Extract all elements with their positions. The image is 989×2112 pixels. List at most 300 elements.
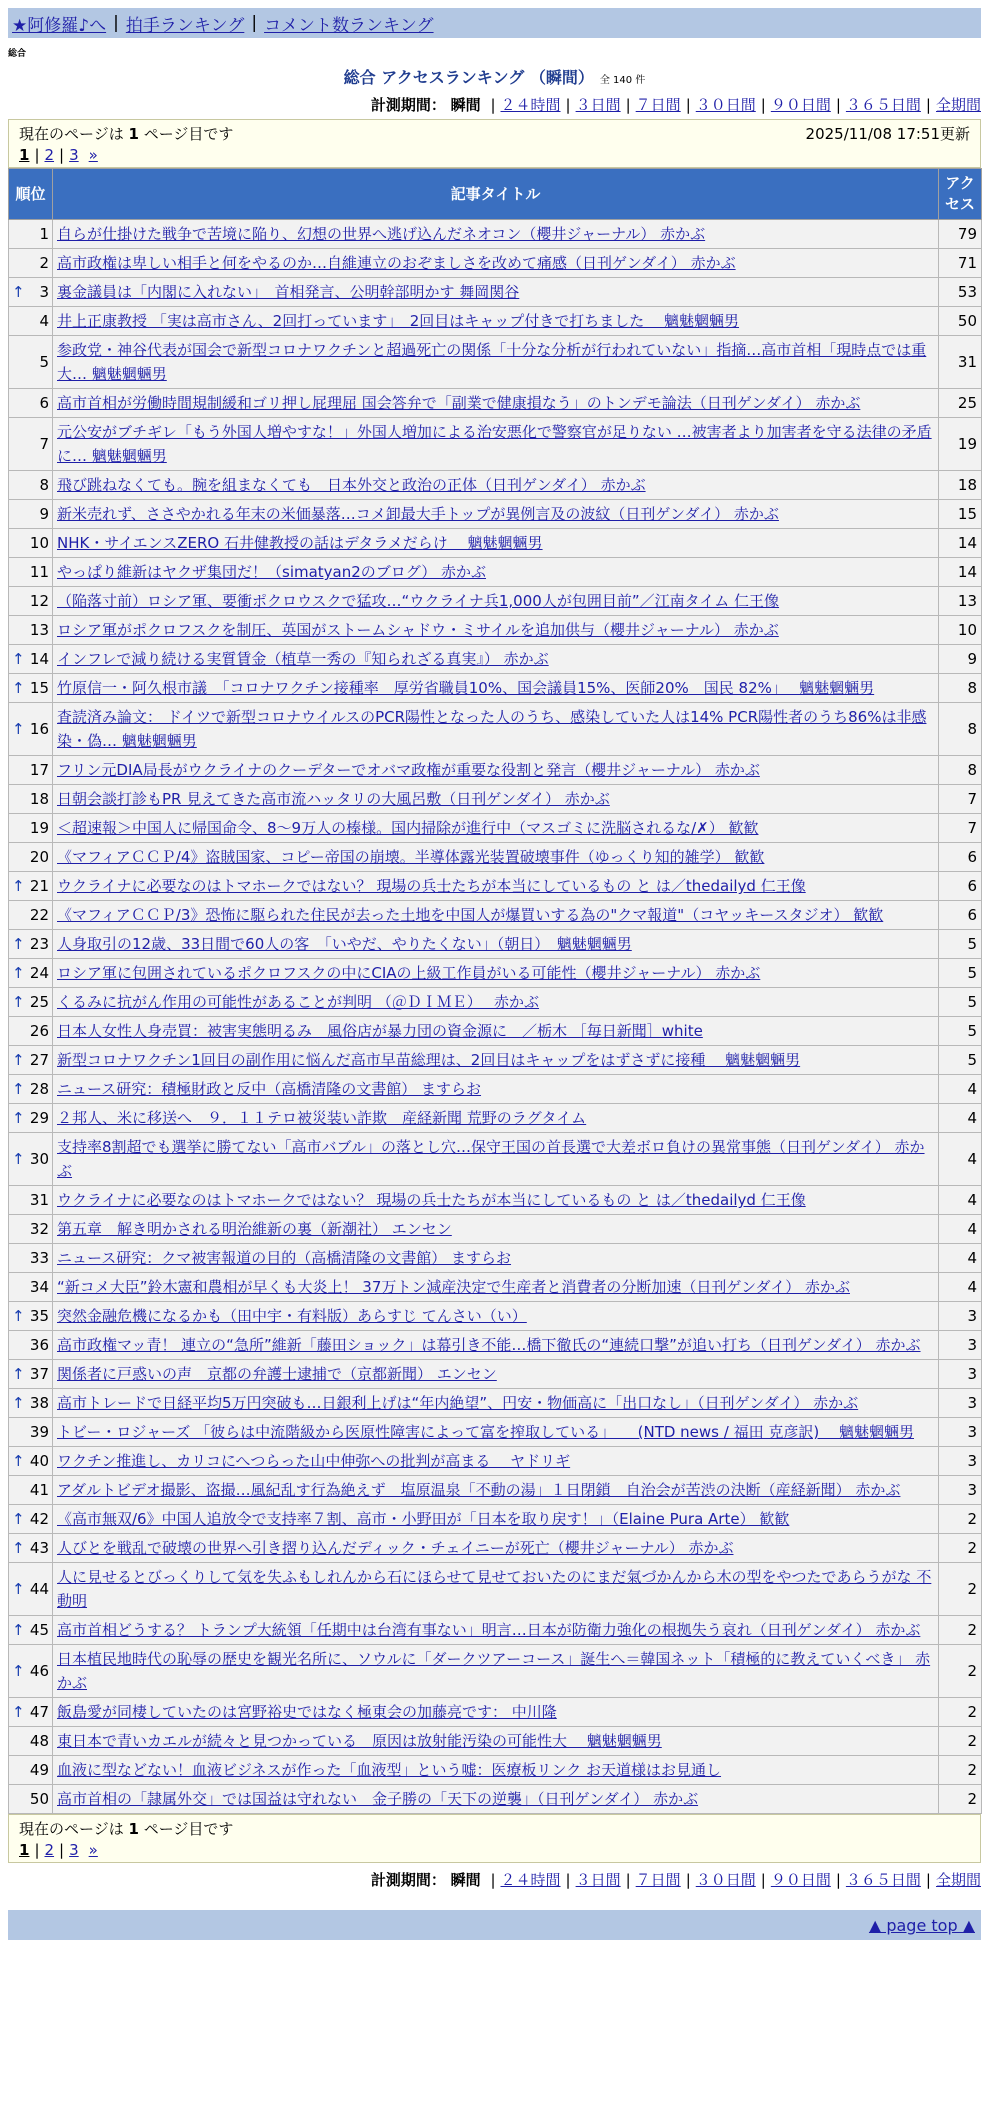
rank-number: 26 [29, 1022, 49, 1040]
period-separator: | [925, 96, 931, 114]
access-count: 8 [939, 674, 982, 703]
rank-cell [9, 1017, 53, 1046]
title-cell [53, 1698, 939, 1727]
period-separator: | [685, 96, 691, 114]
period-separator: | [565, 96, 571, 114]
period-separator: | [760, 96, 766, 114]
rank-cell [9, 1476, 53, 1505]
rank-cell [9, 1563, 53, 1616]
updated-timestamp: 2025/11/08 17:51更新 [805, 125, 970, 143]
page-link-3[interactable]: 3 [69, 146, 79, 164]
rank-cell [9, 703, 53, 756]
rank-cell [9, 988, 53, 1017]
table-row [9, 703, 982, 756]
rank-number: 18 [29, 790, 49, 808]
title-cell [53, 843, 939, 872]
nav-separator: | [113, 13, 119, 33]
article-link[interactable]: 《マフィアＣＣＰ/3》恐怖に駆られた住民が去った土地を中国人が爆買いする為の"クマ報道"（コヤッキースタジオ） 歓歓 [57, 906, 884, 924]
title-column-header: 記事タイトル [53, 169, 939, 220]
table-row [9, 1645, 982, 1698]
rank-up-arrow-icon: ↑ [12, 1109, 25, 1127]
top-nav-bar [8, 8, 981, 38]
bottom-bar [8, 1910, 981, 1940]
rank-number: 37 [29, 1365, 49, 1383]
rank-number: 46 [29, 1662, 49, 1680]
title-cell [53, 959, 939, 988]
rank-number: 42 [29, 1510, 49, 1528]
title-cell [53, 756, 939, 785]
rank-cell [9, 1244, 53, 1273]
rank-number: 27 [29, 1051, 49, 1069]
access-count: 50 [939, 307, 982, 336]
rank-number: 24 [29, 964, 49, 982]
rank-cell [9, 1447, 53, 1476]
title-cell [53, 1505, 939, 1534]
period-link[interactable]: ３日間 [575, 1871, 621, 1889]
rank-cell [9, 1133, 53, 1186]
rank-number: 35 [29, 1307, 49, 1325]
article-link[interactable]: 《高市無双/6》中国人追放令で支持率７割、高市・小野田が「日本を取り戻す！」（Elaine Pura Arte） 歓歓 [57, 1510, 790, 1528]
rank-cell [9, 389, 53, 418]
rank-cell [9, 1104, 53, 1133]
table-row [9, 1075, 982, 1104]
article-link[interactable]: 東日本で青いカエルが続々と見つかっている 原因は放射能汚染の可能性大 魑魅魍魎男 [57, 1732, 662, 1750]
title-cell [53, 1534, 939, 1563]
article-link[interactable]: 裏金議員は「内閣に入れない」 首相発言、公明幹部明かす 舞岡関谷 [57, 283, 520, 301]
access-count: 3 [939, 1389, 982, 1418]
table-row [9, 587, 982, 616]
rank-number: 32 [29, 1220, 49, 1238]
period-link[interactable]: ３日間 [575, 96, 621, 114]
access-count: 2 [939, 1698, 982, 1727]
title-cell [53, 1727, 939, 1756]
rank-cell [9, 1785, 53, 1814]
period-link[interactable]: ３０日間 [695, 1871, 756, 1889]
table-row [9, 1331, 982, 1360]
access-count: 18 [939, 471, 982, 500]
table-row [9, 1389, 982, 1418]
table-row [9, 418, 982, 471]
table-row [9, 959, 982, 988]
rank-cell [9, 1418, 53, 1447]
access-count: 8 [939, 756, 982, 785]
table-row [9, 249, 982, 278]
period-separator: | [925, 1871, 931, 1889]
access-count: 2 [939, 1563, 982, 1616]
article-link[interactable]: 高市首相の「隷属外交」では国益は守れない 金子勝の「天下の逆襲」（日刊ゲンダイ） 赤かぶ [57, 1790, 699, 1808]
access-count: 14 [939, 558, 982, 587]
rank-up-arrow-icon: ↑ [12, 1580, 25, 1598]
article-link[interactable]: 高市政権は卑しい相手と何をやるのか…自維連立のおぞましさを改めて痛感（日刊ゲンダイ） 赤かぶ [57, 254, 736, 272]
table-row [9, 930, 982, 959]
table-row [9, 1505, 982, 1534]
article-link[interactable]: 関係者に戸惑いの声 京都の弁護士逮捕で（京都新聞） エンセン [57, 1365, 497, 1383]
access-count: 4 [939, 1215, 982, 1244]
title-cell [53, 1273, 939, 1302]
next-page-link[interactable]: » [88, 146, 98, 164]
page-link-3[interactable]: 3 [69, 1841, 79, 1859]
period-current: 瞬間 [450, 96, 481, 114]
access-count: 79 [939, 220, 982, 249]
rank-number: 39 [29, 1423, 49, 1441]
rank-up-arrow-icon: ↑ [12, 1703, 25, 1721]
period-selector-top [8, 94, 981, 115]
rank-number: 2 [39, 254, 49, 272]
rank-number: 7 [39, 435, 49, 453]
table-row [9, 1447, 982, 1476]
period-link[interactable]: ９０日間 [770, 1871, 831, 1889]
table-row [9, 1418, 982, 1447]
title-cell [53, 1133, 939, 1186]
access-count: 4 [939, 1104, 982, 1133]
title-cell [53, 1017, 939, 1046]
table-row [9, 1017, 982, 1046]
rank-number: 40 [29, 1452, 49, 1470]
page-info-bottom [8, 1814, 981, 1863]
title-cell [53, 1785, 939, 1814]
article-link[interactable]: 第五章 解き明かされる明治維新の裏（新潮社） エンセン [57, 1220, 452, 1238]
rank-cell [9, 1645, 53, 1698]
article-link[interactable]: 人に見せるとびっくりして気を失ふもしれんから石にほらせて見せておいたのにまだ氣づかんから木の型をやつたであらうがな 不動明 [57, 1568, 932, 1610]
rank-cell [9, 1616, 53, 1645]
access-count: 3 [939, 1331, 982, 1360]
rank-up-arrow-icon: ↑ [12, 283, 25, 301]
access-count: 15 [939, 500, 982, 529]
access-count: 2 [939, 1727, 982, 1756]
rank-cell [9, 785, 53, 814]
rank-number: 1 [39, 225, 49, 243]
period-separator: | [760, 1871, 766, 1889]
rank-cell [9, 1215, 53, 1244]
rank-up-arrow-icon: ↑ [12, 650, 25, 668]
title-cell [53, 1302, 939, 1331]
article-link[interactable]: 支持率8割超でも選挙に勝てない「高市バブル」の落とし穴…保守王国の首長選で大差ボロ負けの異常事態（日刊ゲンダイ） 赤かぶ [57, 1138, 925, 1180]
rank-cell [9, 1698, 53, 1727]
period-link[interactable]: ３０日間 [695, 96, 756, 114]
rank-number: 30 [29, 1150, 49, 1168]
title-cell [53, 1104, 939, 1133]
article-link[interactable]: 突然金融危機になるかも（田中宇・有料版）あらすじ てんさい（い） [57, 1307, 527, 1325]
rank-cell [9, 1727, 53, 1756]
article-link[interactable]: ワクチン推進し、カリコにへつらった山中伸弥への批判が高まる ヤドリギ [57, 1452, 571, 1470]
page-link-2[interactable]: 2 [44, 1841, 55, 1859]
period-label: 計測期間： [370, 96, 446, 114]
table-row [9, 220, 982, 249]
rank-up-arrow-icon: ↑ [12, 679, 25, 697]
article-link[interactable]: ＜超速報＞中国人に帰国命令、8〜9万人の榛様。国内掃除が進行中（マスゴミに洗脳されるな/✗） 歓歓 [57, 819, 759, 837]
article-link[interactable]: 血液に型などない！血液ビジネスが作った「血液型」という嘘：医療板リンク お天道様はお見通し [57, 1761, 722, 1779]
article-link[interactable]: 竹原信一・阿久根市議 「コロナワクチン接種率 厚労省職員10%、国会議員15%、医師20% 国民 82%」 魑魅魍魎男 [57, 679, 875, 697]
article-link[interactable]: 井上正康教授 「実は高市さん、2回打っています」 2回目はキャップ付きで打ちました 魑魅魍魎男 [57, 312, 740, 330]
period-separator: | [490, 1871, 496, 1889]
table-row [9, 558, 982, 587]
table-row [9, 785, 982, 814]
rank-number: 41 [29, 1481, 49, 1499]
rank-up-arrow-icon: ↑ [12, 1080, 25, 1098]
home-link[interactable]: ★阿修羅♪へ [12, 15, 107, 36]
rank-cell [9, 220, 53, 249]
article-link[interactable]: 日朝会談打診もPR 見えてきた高市流ハッタリの大風呂敷（日刊ゲンダイ） 赤かぶ [57, 790, 610, 808]
rank-up-arrow-icon: ↑ [12, 1051, 25, 1069]
rank-number: 44 [29, 1580, 49, 1598]
rank-cell [9, 1389, 53, 1418]
rank-up-arrow-icon: ↑ [12, 1621, 25, 1639]
title-cell [53, 500, 939, 529]
table-row [9, 1698, 982, 1727]
nav-separator: | [251, 13, 258, 33]
article-link[interactable]: 高市首相どうする？ トランプ大統領「任期中は台湾有事ない」明言…日本が防衛力強化の根拠失う哀れ（日刊ゲンダイ） 赤かぶ [57, 1621, 921, 1639]
article-link[interactable]: 高市政権マッ青！ 連立の“急所”維新「藤田ショック」は幕引き不能…橋下徹氏の“連続口撃”が追い打ち（日刊ゲンダイ） 赤かぶ [57, 1336, 921, 1354]
table-row [9, 1756, 982, 1785]
rank-number: 31 [29, 1191, 49, 1209]
rank-up-arrow-icon: ↑ [12, 1662, 25, 1680]
access-count: 10 [939, 616, 982, 645]
article-link[interactable]: 人びとを戦乱で破壊の世界へ引き摺り込んだディック・チェイニーが死亡（櫻井ジャーナル） 赤かぶ [57, 1539, 734, 1557]
article-link[interactable]: フリン元DIA局長がウクライナのクーデターでオバマ政権が重要な役割と発言（櫻井ジャーナル） 赤かぶ [57, 761, 760, 779]
rank-number: 34 [29, 1278, 49, 1296]
title-cell [53, 616, 939, 645]
page-link-2[interactable]: 2 [44, 146, 55, 164]
article-link[interactable]: ロシア軍に包囲されているポクロフスクの中にCIAの上級工作員がいる可能性（櫻井ジャーナル） 赤かぶ [57, 964, 761, 982]
table-row [9, 1616, 982, 1645]
access-count: 2 [939, 1505, 982, 1534]
period-separator: | [625, 96, 631, 114]
article-link[interactable]: ２邦人、米に移送へ ９．１１テロ被災装い詐欺 産経新聞 荒野のラグタイム [57, 1109, 587, 1127]
rank-cell [9, 336, 53, 389]
table-row [9, 872, 982, 901]
title-cell [53, 1418, 939, 1447]
access-count: 25 [939, 389, 982, 418]
title-cell [53, 1476, 939, 1505]
period-link[interactable]: ２４時間 [500, 96, 561, 114]
access-count: 5 [939, 988, 982, 1017]
table-row [9, 529, 982, 558]
rank-number: 6 [39, 394, 49, 412]
rank-cell [9, 1505, 53, 1534]
rank-cell [9, 1331, 53, 1360]
title-cell [53, 1046, 939, 1075]
article-link[interactable]: 日本人女性人身売買：被害実態明るみ 風俗店が暴力団の資金源に ／栃木 ［毎日新聞］white [57, 1022, 703, 1040]
article-link[interactable]: 日本植民地時代の恥辱の歴史を観光名所に、ソウルに「ダークツアーコース」誕生へ＝韓国ネット「積極的に教えていくべき」 赤かぶ [57, 1650, 931, 1692]
title-cell [53, 1616, 939, 1645]
table-row [9, 471, 982, 500]
table-row [9, 645, 982, 674]
rank-number: 19 [29, 819, 49, 837]
article-link[interactable]: インフレで減り続ける実質賃金（植草一秀の『知られざる真実』） 赤かぶ [57, 650, 549, 668]
rank-cell [9, 529, 53, 558]
table-row [9, 616, 982, 645]
access-count: 4 [939, 1186, 982, 1215]
period-link[interactable]: 全期間 [935, 96, 981, 114]
table-row [9, 756, 982, 785]
access-count: 2 [939, 1534, 982, 1563]
title-cell [53, 558, 939, 587]
rank-number: 20 [29, 848, 49, 866]
access-count: 13 [939, 587, 982, 616]
article-link[interactable]: やっぱり維新はヤクザ集団だ！（simatyan2のブログ） 赤かぶ [57, 563, 487, 581]
access-count: 53 [939, 278, 982, 307]
access-count: 4 [939, 1244, 982, 1273]
rank-cell [9, 1075, 53, 1104]
period-separator: | [625, 1871, 631, 1889]
title-cell [53, 1075, 939, 1104]
table-row [9, 843, 982, 872]
rank-number: 47 [29, 1703, 49, 1721]
article-link[interactable]: ニュース研究：積極財政と反中（高橋清隆の文書館） ますらお [57, 1080, 482, 1098]
article-link[interactable]: くるみに抗がん作用の可能性があることが判明 （＠ＤＩＭＥ） 赤かぶ [57, 993, 540, 1011]
article-link[interactable]: ウクライナに必要なのはトマホークではない？ 現場の兵士たちが本当にしているもの と は／thedailyd 仁王像 [57, 1191, 806, 1209]
rank-number: 22 [29, 906, 49, 924]
period-separator: | [835, 96, 841, 114]
title-cell [53, 1360, 939, 1389]
period-link[interactable]: ２４時間 [500, 1871, 561, 1889]
title-cell [53, 645, 939, 674]
access-count: 7 [939, 785, 982, 814]
rank-cell [9, 1046, 53, 1075]
rank-cell [9, 843, 53, 872]
access-count: 31 [939, 336, 982, 389]
table-row [9, 1244, 982, 1273]
period-separator: | [565, 1871, 571, 1889]
table-row [9, 674, 982, 703]
rank-number: 23 [29, 935, 49, 953]
article-link[interactable]: 新米売れず、ささやかれる年末の米価暴落…コメ卸最大手トップが異例言及の波紋（日刊ゲンダイ） 赤かぶ [57, 505, 779, 523]
rank-up-arrow-icon: ↑ [12, 1394, 25, 1412]
article-link[interactable]: 元公安がブチギレ「もう外国人増やすな！」外国人増加による治安悪化で警察官が足りない …被害者より加害者を守る法律の矛盾に… 魑魅魍魎男 [57, 423, 932, 465]
rank-cell [9, 756, 53, 785]
article-link[interactable]: アダルトビデオ撮影、盗撮…風紀乱す行為絶えず 塩原温泉「不動の湯」１日閉鎖 自治会が苦渋の決断（産経新聞） 赤かぶ [57, 1481, 901, 1499]
article-link[interactable]: 新型コロナワクチン1回目の副作用に悩んだ高市早苗総理は、2回目はキャップをはずさずに接種 魑魅魍魎男 [57, 1051, 801, 1069]
title-cell [53, 1186, 939, 1215]
next-page-link[interactable]: » [88, 1841, 98, 1859]
table-row [9, 988, 982, 1017]
applause-ranking-link[interactable]: 拍手ランキング [125, 15, 245, 36]
table-row [9, 1133, 982, 1186]
period-current: 瞬間 [450, 1871, 481, 1889]
table-row [9, 336, 982, 389]
article-link[interactable]: 参政党・神谷代表が国会で新型コロナワクチンと超過死亡の関係「十分な分析が行われていない」指摘…高市首相「現時点では重大… 魑魅魍魎男 [57, 341, 927, 383]
access-count: 6 [939, 872, 982, 901]
ranking-heading [0, 65, 989, 88]
access-count: 5 [939, 930, 982, 959]
page-current: 1 [19, 1841, 30, 1859]
article-link[interactable]: 《マフィアＣＣＰ/4》盗賊国家、コピー帝国の崩壊。半導体露光装置破壊事件（ゆっくり知的雑学） 歓歓 [57, 848, 765, 866]
access-count: 4 [939, 1273, 982, 1302]
table-row [9, 1104, 982, 1133]
rank-cell [9, 558, 53, 587]
title-cell [53, 703, 939, 756]
rank-up-arrow-icon: ↑ [12, 993, 25, 1011]
rank-cell [9, 249, 53, 278]
rank-cell [9, 500, 53, 529]
title-cell [53, 529, 939, 558]
access-count: 3 [939, 1418, 982, 1447]
access-count: 4 [939, 1075, 982, 1104]
period-label: 計測期間： [370, 1871, 446, 1889]
rank-up-arrow-icon: ↑ [12, 964, 25, 982]
access-count: 9 [939, 645, 982, 674]
article-link[interactable]: 飯島愛が同棲していたのは宮野裕史ではなく極東会の加藤亮です： 中川隆 [57, 1703, 557, 1721]
rank-number: 17 [29, 761, 49, 779]
pagination-bottom: 1 | 2 | 3 » [19, 1841, 98, 1859]
access-count: 3 [939, 1476, 982, 1505]
article-link[interactable]: 査読済み論文： ドイツで新型コロナウイルスのPCR陽性となった人のうち、感染していた人は14% PCR陽性者のうち86%は非感染・偽… 魑魅魍魎男 [57, 708, 927, 750]
table-row [9, 1476, 982, 1505]
rank-up-arrow-icon: ↑ [12, 1510, 25, 1528]
rank-number: 48 [29, 1732, 49, 1750]
title-cell [53, 1563, 939, 1616]
rank-cell [9, 930, 53, 959]
article-link[interactable]: 飛び跳ねなくても。腕を組まなくても 日本外交と政治の正体（日刊ゲンダイ） 赤かぶ [57, 476, 646, 494]
total-count: 全 140 件 [599, 75, 646, 86]
article-link[interactable]: 自らが仕掛けた戦争で苦境に陥り、幻想の世界へ逃げ込んだネオコン（櫻井ジャーナル） 赤かぶ [57, 225, 706, 243]
rank-number: 8 [39, 476, 49, 494]
page-current: 1 [19, 146, 30, 164]
access-count: 5 [939, 959, 982, 988]
table-row [9, 307, 982, 336]
period-link[interactable]: ３６５日間 [845, 1871, 921, 1889]
article-link[interactable]: 人身取引の12歳、33日間で60人の客 「いやだ、やりたくない」（朝日） 魑魅魍魎男 [57, 935, 632, 953]
rank-number: 50 [29, 1790, 49, 1808]
table-row [9, 1273, 982, 1302]
title-cell [53, 872, 939, 901]
access-count: 2 [939, 1616, 982, 1645]
rank-number: 5 [39, 353, 49, 371]
table-row [9, 1727, 982, 1756]
rank-up-arrow-icon: ↑ [12, 935, 25, 953]
access-count: 7 [939, 814, 982, 843]
article-link[interactable]: NHK・サイエンスZERO 石井健教授の話はデタラメだらけ 魑魅魍魎男 [57, 534, 543, 552]
title-cell [53, 249, 939, 278]
rank-number: 28 [29, 1080, 49, 1098]
article-link[interactable]: （陥落寸前）ロシア軍、要衝ポクロウスクで猛攻…“ウクライナ兵1,000人が包囲目前”／江南タイム 仁王像 [57, 592, 780, 610]
title-cell [53, 1645, 939, 1698]
period-link[interactable]: ７日間 [635, 96, 681, 114]
article-link[interactable]: ロシア軍がポクロフスクを制圧、英国がストームシャドウ・ミサイルを追加供与（櫻井ジャーナル） 赤かぶ [57, 621, 779, 639]
title-cell [53, 389, 939, 418]
ranking-table [8, 168, 982, 1814]
period-separator: | [490, 96, 496, 114]
period-link[interactable]: 全期間 [935, 1871, 981, 1889]
article-link[interactable]: ウクライナに必要なのはトマホークではない？ 現場の兵士たちが本当にしているもの と は／thedailyd 仁王像 [57, 877, 806, 895]
article-link[interactable]: 高市トレードで日経平均5万円突破も…日銀利上げは“年内絶望”、円安・物価高に「出口なし」（日刊ゲンダイ） 赤かぶ [57, 1394, 859, 1412]
article-link[interactable]: 高市首相が労働時間規制緩和ゴリ押し屁理屈 国会答弁で「副業で健康損なう」のトンデモ論法（日刊ゲンダイ） 赤かぶ [57, 394, 861, 412]
article-link[interactable]: “新コメ大臣”鈴木憲和農相が早くも大炎上！ 37万トン減産決定で生産者と消費者の分断加速（日刊ゲンダイ） 赤かぶ [57, 1278, 850, 1296]
period-link[interactable]: ９０日間 [770, 96, 831, 114]
rank-number: 4 [39, 312, 49, 330]
table-row [9, 1215, 982, 1244]
rank-cell [9, 307, 53, 336]
table-row [9, 1186, 982, 1215]
access-count: 5 [939, 1017, 982, 1046]
current-page-text: 現在のページは 1 ページ目です [19, 1820, 234, 1838]
title-cell [53, 901, 939, 930]
period-link[interactable]: ７日間 [635, 1871, 681, 1889]
access-column-header: アクセス [939, 169, 982, 220]
title-cell [53, 674, 939, 703]
comment-ranking-link[interactable]: コメント数ランキング [264, 15, 434, 36]
page-top-link[interactable]: ▲ page top ▲ [868, 1916, 975, 1935]
article-link[interactable]: トビー・ロジャーズ 「彼らは中流階級から医原性障害によって富を搾取している」 (NTD news / 福田 克彦訳) 魑魅魍魎男 [57, 1423, 914, 1441]
current-page-text: 現在のページは 1 ページ目です [19, 125, 234, 143]
table-row [9, 278, 982, 307]
rank-up-arrow-icon: ↑ [12, 1150, 25, 1168]
title-cell [53, 1447, 939, 1476]
table-row [9, 901, 982, 930]
access-count: 3 [939, 1447, 982, 1476]
period-link[interactable]: ３６５日間 [845, 96, 921, 114]
article-link[interactable]: ニュース研究：クマ被害報道の目的（高橋清隆の文書館） ますらお [57, 1249, 512, 1267]
